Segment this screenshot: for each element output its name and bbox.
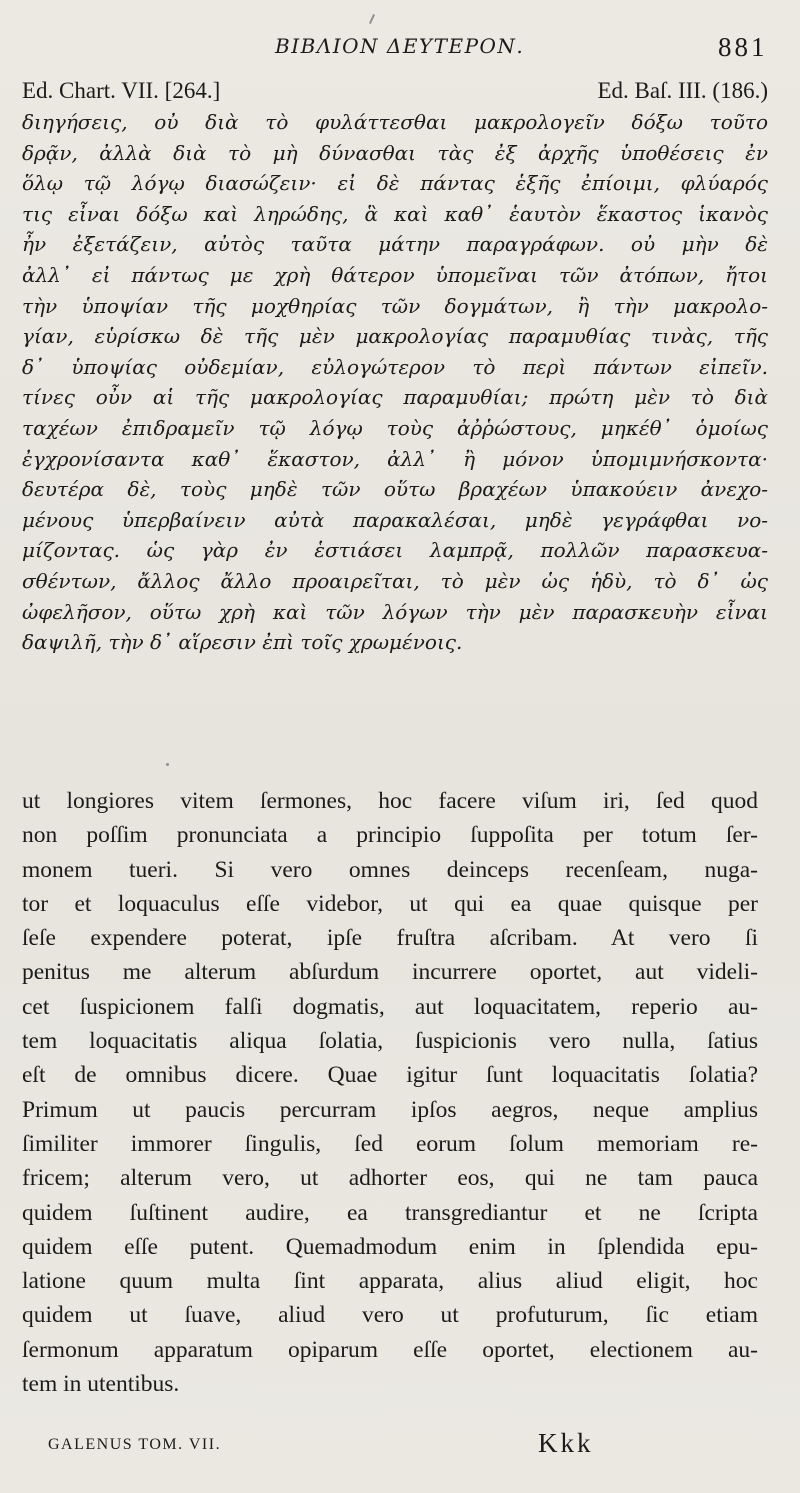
basel-edition-ref: Ed. Baſ. III. (186.) [597, 78, 768, 103]
greek-text-block [22, 107, 768, 658]
running-head-title: ΒΙΒΛΙΟΝ ΔΕΥΤΕΡΟΝ. [275, 34, 525, 58]
signature-volume-label: GALENUS TOM. VII. [48, 1436, 222, 1453]
greek-line: ταχέων ἐπιδραμεῖν τῷ λόγῳ τοὺς ἀῤῥώστους, μηκέθ᾽ ὁμοίως [22, 415, 768, 440]
greek-line: μένους ὑπερβαίνειν αὐτὰ παρακαλέσαι, μηδὲ γεγράφθαι νο- [22, 507, 768, 532]
page-number: 881 [718, 32, 768, 62]
latin-line: fricem; alterum vero, ut adhorter eos, qui ne tam pauca [22, 1165, 758, 1192]
latin-line: ſermonum apparatum opiparum eſſe oportet, electionem au- [22, 1336, 758, 1363]
latin-line: tem loquacitatis aliqua ſolatia, ſuspicionis vero nulla, ſatius [22, 1028, 758, 1055]
greek-line: τὴν ὑποψίαν τῆς μοχθηρίας τῶν δογμάτων, ἢ τὴν μακρολο- [22, 293, 768, 318]
greek-line: δ᾽ ὑποψίας οὐδεμίαν, εὐλογώτερον τὸ περὶ πάντων εἰπεῖν. [22, 354, 768, 379]
latin-line: ſeſe expendere poterat, ipſe fruſtra aſcribam. At vero ſi [22, 925, 758, 952]
latin-line: quidem ſuſtinent audire, ea transgrediantur et ne ſcripta [22, 1199, 758, 1226]
greek-line: σθέντων, ἄλλος ἄλλο προαιρεῖται, τὸ μὲν ὡς ἡδὺ, τὸ δ᾽ ὡς [22, 568, 768, 593]
latin-line: tor et loquaculus eſſe videbor, ut qui ea quae quisque per [22, 890, 758, 917]
greek-line: ἦν ἐξετάζειν, αὐτὸς ταῦτα μάτην παραγράφων. οὐ μὴν δὲ [22, 232, 768, 257]
greek-line: ὅλῳ τῷ λόγῳ διασώζειν· εἰ δὲ πάντας ἑξῆς ἐπίοιμι, φλύαρός [22, 171, 768, 196]
latin-line: non poſſim pronunciata a principio ſuppoſita per totum ſer- [22, 822, 758, 849]
print-speck [166, 763, 169, 766]
greek-line: διηγήσεις, οὐ διὰ τὸ φυλάττεσθαι μακρολογεῖν δόξω τοῦτο [22, 110, 768, 134]
latin-line: Primum ut paucis percurram ipſos aegros, neque amplius [22, 1096, 758, 1123]
latin-line: tem in utentibus. [22, 1371, 180, 1398]
running-head [0, 34, 800, 62]
latin-line: ut longiores vitem ſermones, hoc facere viſum iri, ſed quod [22, 788, 758, 814]
greek-line: μίζοντας. ὡς γὰρ ἐν ἑστιάσει λαμπρᾷ, πολλῶν παρασκευα- [22, 538, 768, 563]
greek-line: ἀλλ᾽ εἰ πάντως με χρὴ θάτερον ὑπομεῖναι τῶν ἀτόπων, ἤτοι [22, 262, 768, 287]
page-footer [48, 1428, 748, 1468]
chartier-edition-ref: Ed. Chart. VII. [264.] [22, 78, 221, 103]
greek-line: τίνες οὖν αἱ τῆς μακρολογίας παραμυθίαι; πρώτη μὲν τὸ διὰ [22, 385, 768, 410]
greek-line: γίαν, εὑρίσκω δὲ τῆς μὲν μακρολογίας παραμυθίας τινὰς, τῆς [22, 324, 768, 349]
latin-text-block [22, 784, 758, 1401]
greek-line: ὠφελῆσον, οὕτω χρὴ καὶ τῶν λόγων τὴν μὲν παρασκευὴν εἶναι [22, 599, 768, 624]
latin-line: ſimiliter immorer ſingulis, ſed eorum ſolum memoriam re- [22, 1130, 758, 1157]
edition-references [22, 78, 768, 108]
latin-line: cet ſuspicionem falſi dogmatis, aut loquacitatem, reperio au- [22, 993, 758, 1020]
latin-line: penitus me alterum abſurdum incurrere oportet, aut videli- [22, 959, 758, 986]
greek-line: τις εἶναι δόξω καὶ ληρώδης, ἃ καὶ καθ᾽ ἑαυτὸν ἕκαστος ἱκανὸς [22, 201, 768, 226]
greek-line: δρᾷν, ἀλλὰ διὰ τὸ μὴ δύνασθαι τὰς ἐξ ἀρχῆς ὑποθέσεις ἐν [22, 140, 768, 165]
greek-line: δαψιλῆ, τὴν δ᾽ αἵρεσιν ἐπὶ τοῖς χρωμένοις. [22, 630, 463, 655]
signature-mark: Kkk [538, 1428, 594, 1458]
latin-line: latione quum multa ſint apparata, alius aliud eligit, hoc [22, 1268, 758, 1295]
latin-line: quidem eſſe putent. Quemadmodum enim in ſplendida epu- [22, 1233, 758, 1260]
latin-line: eſt de omnibus dicere. Quae igitur ſunt loquacitatis ſolatia? [22, 1062, 758, 1089]
print-speck [369, 14, 375, 24]
latin-line: quidem ut ſuave, aliud vero ut profuturum, ſic etiam [22, 1302, 758, 1329]
greek-line: δευτέρα δὲ, τοὺς μηδὲ τῶν οὕτω βραχέων ὑπακούειν ἀνεχο- [22, 477, 768, 502]
greek-line: ἐγχρονίσαντα καθ᾽ ἕκαστον, ἀλλ᾽ ἢ μόνον ὑπομιμνήσκοντα· [22, 446, 768, 471]
latin-line: monem tueri. Si vero omnes deinceps recenſeam, nuga- [22, 856, 758, 883]
